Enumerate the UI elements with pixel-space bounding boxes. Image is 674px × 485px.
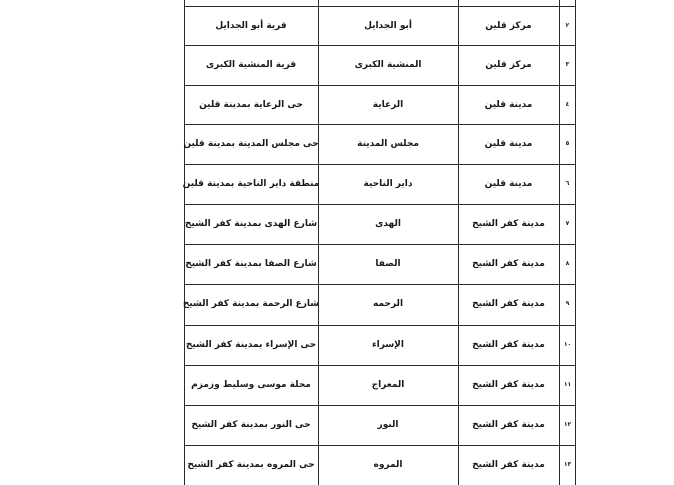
district-cell: مدينة قلين: [484, 99, 533, 110]
row-number: ٦: [565, 180, 570, 187]
table-row: [184, 164, 576, 203]
district-cell: مدينة كفر الشيخ: [472, 459, 545, 470]
address-cell: قرية أبو الجدايل: [215, 20, 287, 31]
address-cell: حى الرعاية بمدينة قلين: [199, 99, 303, 110]
address-cell: محلة موسى وسليط وزمزم: [191, 379, 311, 390]
row-number: ٢: [565, 22, 570, 29]
lab-name-cell: أبو الجدايل: [364, 20, 412, 31]
lab-name-cell: المروه: [373, 459, 403, 470]
row-number: ٣: [565, 61, 570, 68]
row-number: ٧: [565, 220, 570, 227]
district-cell: مدينة قلين: [484, 178, 533, 189]
district-cell: مدينة كفر الشيخ: [472, 298, 545, 309]
row-number: ٩: [565, 300, 570, 307]
district-cell: مركز قلين: [485, 20, 532, 31]
row-number: ١٠: [563, 341, 572, 348]
address-cell: شارع الرحمة بمدينة كفر الشيخ: [182, 298, 320, 309]
table-row: [184, 244, 576, 283]
row-number: ٨: [565, 260, 570, 267]
table-row: [184, 284, 576, 323]
schedule-table: [184, 0, 576, 485]
table-row: [184, 365, 576, 404]
table-row: [184, 325, 576, 364]
lab-name-cell: الإسراء: [372, 339, 404, 350]
table-row: [184, 445, 576, 484]
district-cell: مدينة كفر الشيخ: [472, 379, 545, 390]
table-row: [184, 85, 576, 124]
table-row: [184, 45, 576, 84]
lab-name-cell: الرحمه: [372, 298, 404, 309]
district-cell: مدينة كفر الشيخ: [472, 258, 545, 269]
lab-name-cell: المنشية الكبرى: [354, 59, 422, 70]
lab-name-cell: المعراج: [371, 379, 405, 390]
address-cell: حى النور بمدينة كفر الشيخ: [191, 419, 311, 430]
row-number: ٥: [565, 140, 570, 147]
row-number: ١٣: [563, 461, 572, 468]
district-cell: مدينة كفر الشيخ: [472, 419, 545, 430]
district-cell: مدينة قلين: [484, 138, 533, 149]
lab-name-cell: داير الناحية: [363, 178, 413, 189]
lab-name-cell: مجلس المدينة: [357, 138, 419, 149]
address-cell: قرية المنشية الكبرى: [205, 59, 297, 70]
address-cell: حى مجلس المدينة بمدينة قلين: [183, 138, 319, 149]
row-number: ١٢: [563, 421, 572, 428]
table-row: [184, 6, 576, 45]
table-row: [184, 405, 576, 444]
table-row: [184, 124, 576, 163]
address-cell: شارع الهدى بمدينة كفر الشيخ: [184, 218, 318, 229]
lab-name-cell: النور: [377, 419, 399, 430]
address-cell: شارع الصفا بمدينة كفر الشيخ: [185, 258, 317, 269]
row-number: ١١: [563, 381, 572, 388]
row-number: ٤: [565, 101, 570, 108]
address-cell: حى المروه بمدينة كفر الشيخ: [187, 459, 315, 470]
address-cell: حى الإسراء بمدينة كفر الشيخ: [185, 339, 317, 350]
lab-name-cell: الصفا: [375, 258, 401, 269]
district-cell: مدينة كفر الشيخ: [472, 339, 545, 350]
table-row: [184, 204, 576, 243]
address-cell: منطقة داير الناحية بمدينة قلين: [182, 178, 320, 189]
district-cell: مركز قلين: [485, 59, 532, 70]
district-cell: مدينة كفر الشيخ: [472, 218, 545, 229]
lab-name-cell: الهدى: [375, 218, 401, 229]
lab-name-cell: الرعاية: [372, 99, 404, 110]
